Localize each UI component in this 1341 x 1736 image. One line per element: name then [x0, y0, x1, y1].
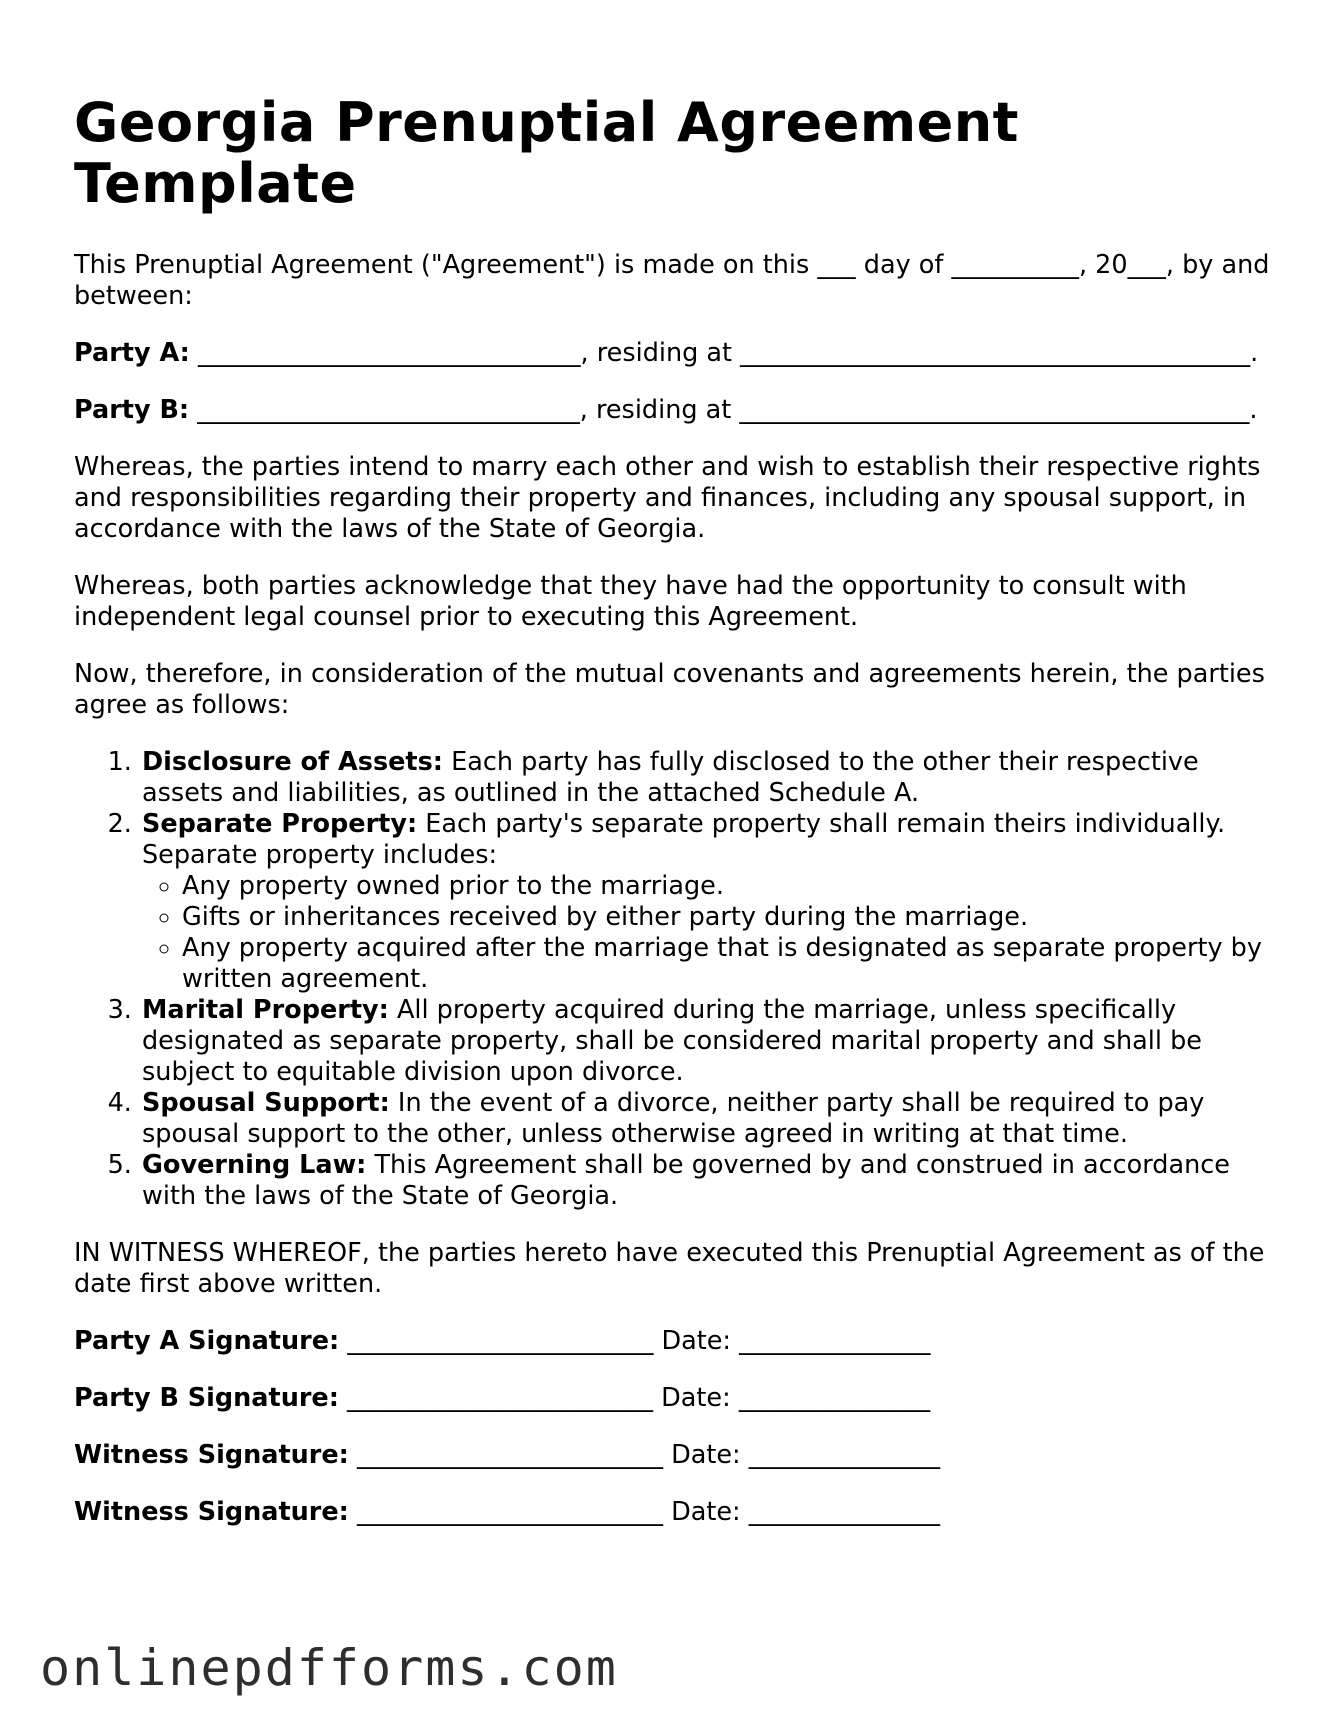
- date-label: Date:: [671, 1440, 741, 1470]
- signature-line-party-b: [74, 1383, 1274, 1414]
- clause-text: In the event of a divorce, neither party shall be required to pay spousal support to the other, unless otherwise agreed in writing at that time.: [142, 1088, 1205, 1149]
- signature-label: Party B Signature:: [74, 1383, 339, 1413]
- date-label: Date:: [671, 1497, 741, 1527]
- signature-line-witness-2: [74, 1497, 1274, 1528]
- page-title: Georgia Prenuptial Agreement Template: [74, 91, 1019, 215]
- sub-item: ◦ Any property owned prior to the marriage.: [182, 871, 1274, 902]
- signature-line-witness-1: [74, 1440, 1274, 1471]
- signature-label: Witness Signature:: [74, 1440, 349, 1470]
- date-blank: _______________: [739, 1326, 931, 1356]
- clause-title: Separate Property:: [142, 809, 418, 839]
- clause-separate-property: [140, 809, 1274, 995]
- clause-disclosure: [140, 747, 1274, 809]
- party-a-fill: ______________________________, residing at ________________________________________.: [198, 338, 1259, 368]
- clauses-list: [74, 747, 1274, 1212]
- clause-governing-law: [140, 1150, 1274, 1212]
- clause-text: This Agreement shall be governed by and construed in accordance with the laws of the State of Georgia.: [142, 1150, 1230, 1211]
- signature-blank: ________________________: [347, 1326, 654, 1356]
- whereas-paragraph-2: Whereas, both parties acknowledge that they have had the opportunity to consult with independent legal counsel prior to executing this Agreement.: [74, 571, 1187, 632]
- clause-text: Each party has fully disclosed to the other their respective assets and liabilities, as outlined in the attached Schedule A.: [142, 747, 1199, 808]
- document-page: [74, 92, 1274, 1554]
- signature-label: Party A Signature:: [74, 1326, 340, 1356]
- party-a-label: Party A:: [74, 338, 190, 368]
- clause-marital-property: [140, 995, 1274, 1088]
- clause-title: Disclosure of Assets:: [142, 747, 443, 777]
- party-b-fill: ______________________________, residing at ________________________________________.: [197, 395, 1258, 425]
- signature-blank: ________________________: [356, 1497, 663, 1527]
- party-b-label: Party B:: [74, 395, 190, 425]
- clause-title: Spousal Support:: [142, 1088, 390, 1118]
- signature-label: Witness Signature:: [74, 1497, 349, 1527]
- date-blank: _______________: [748, 1497, 940, 1527]
- signature-line-party-a: [74, 1326, 1274, 1357]
- date-blank: _______________: [748, 1440, 940, 1470]
- clause-text: All property acquired during the marriage, unless specifically designated as separate property, shall be considered marital property and shall be subject to equitable division upon divorce.: [142, 995, 1202, 1087]
- signature-blank: ________________________: [356, 1440, 663, 1470]
- date-label: Date:: [661, 1326, 731, 1356]
- clause-text: Each party's separate property shall remain theirs individually. Separate property includes:: [142, 809, 1226, 870]
- signature-blank: ________________________: [347, 1383, 654, 1413]
- date-blank: _______________: [738, 1383, 931, 1413]
- sub-item: ◦ Any property acquired after the marriage that is designated as separate property by written agreement.: [182, 933, 1274, 995]
- watermark-text: onlinepdfforms.com: [40, 1639, 618, 1697]
- party-b-line: [74, 395, 1274, 426]
- whereas-paragraph-1: Whereas, the parties intend to marry each other and wish to establish their respective rights and responsibilities regarding their property and finances, including any spousal support, in accordance with the laws of the State of Georgia.: [74, 452, 1261, 544]
- intro-paragraph: This Prenuptial Agreement ("Agreement") is made on this ___ day of __________, 20___, by and between:: [74, 250, 1270, 311]
- party-a-line: [74, 338, 1274, 369]
- clause-title: Marital Property:: [142, 995, 389, 1025]
- date-label: Date:: [661, 1383, 731, 1413]
- witness-clause: IN WITNESS WHEREOF, the parties hereto have executed this Prenuptial Agreement as of the date first above written.: [74, 1238, 1265, 1299]
- clause-spousal-support: [140, 1088, 1274, 1150]
- now-therefore-paragraph: Now, therefore, in consideration of the mutual covenants and agreements herein, the parties agree as follows:: [74, 659, 1265, 720]
- separate-property-sublist: [142, 871, 1274, 995]
- sub-item: ◦ Gifts or inheritances received by either party during the marriage.: [182, 902, 1274, 933]
- clause-title: Governing Law:: [142, 1150, 367, 1180]
